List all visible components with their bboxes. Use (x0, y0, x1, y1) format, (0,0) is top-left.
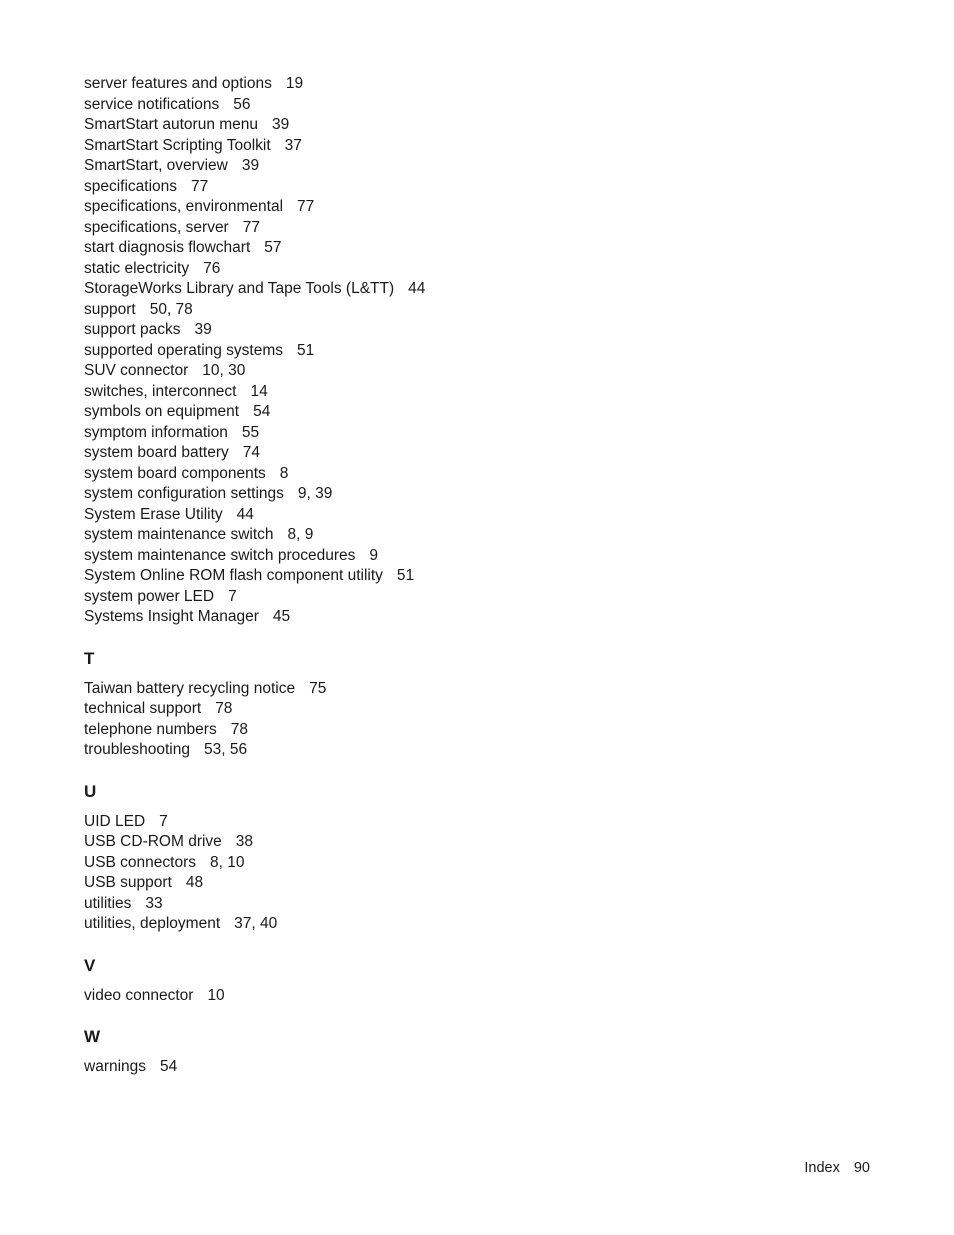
index-page-refs[interactable]: 33 (145, 894, 163, 912)
index-term: StorageWorks Library and Tape Tools (L&TT) (84, 280, 395, 297)
index-entry (84, 136, 684, 157)
index-entry (84, 177, 684, 198)
index-entry (84, 699, 684, 720)
index-term: SmartStart Scripting Toolkit (84, 136, 271, 154)
index-term: system board battery (84, 444, 229, 461)
index-term: UID LED (84, 812, 146, 830)
index-entry (84, 720, 684, 741)
index-term: System Online ROM flash component utility (84, 567, 383, 584)
index-term: system maintenance switch procedures (84, 546, 356, 564)
index-term: system power LED (84, 587, 215, 605)
index-page-refs[interactable]: 51 (396, 567, 415, 584)
index-page-refs[interactable]: 75 (309, 679, 327, 697)
index-entry (84, 607, 684, 628)
index-entry (84, 566, 684, 587)
index-term: troubleshooting (84, 741, 190, 758)
index-page-refs[interactable]: 9, 39 (297, 485, 333, 502)
index-entry (84, 1057, 684, 1078)
index-entry (84, 95, 684, 116)
index-term: support packs (84, 321, 181, 338)
index-entry (84, 238, 684, 259)
index-page-refs[interactable]: 37 (284, 136, 302, 154)
index-entry (84, 812, 684, 833)
index-term: warnings (84, 1058, 147, 1075)
index-entry (84, 279, 684, 300)
index-term: SmartStart, overview (84, 157, 228, 174)
index-term: SmartStart autorun menu (84, 116, 259, 133)
index-page-refs[interactable]: 76 (203, 259, 221, 277)
index-page-refs[interactable]: 53, 56 (204, 741, 248, 758)
index-term: Taiwan battery recycling notice (84, 679, 296, 697)
index-entry (84, 587, 684, 608)
index-entry (84, 74, 684, 95)
index-page-refs[interactable]: 56 (233, 95, 251, 113)
page-footer (804, 1158, 870, 1178)
index-entry (84, 914, 684, 935)
index-term: utilities (84, 894, 132, 912)
index-term: SUV connector (84, 362, 189, 379)
index-term: static electricity (84, 259, 190, 277)
index-page-refs[interactable]: 78 (215, 700, 233, 717)
index-entry (84, 361, 684, 382)
index-entry (84, 259, 684, 280)
index-page-refs[interactable]: 77 (297, 198, 315, 215)
index-entry (84, 464, 684, 485)
index-page-refs[interactable]: 14 (250, 382, 268, 400)
index-entry (84, 986, 684, 1007)
index-term: technical support (84, 700, 202, 717)
index-term: symptom information (84, 423, 228, 441)
index-term: system maintenance switch (84, 526, 274, 543)
index-page-refs[interactable]: 57 (264, 239, 282, 256)
index-entry (84, 300, 684, 321)
index-page-refs[interactable]: 19 (285, 75, 304, 92)
index-entry (84, 873, 684, 894)
index-term: video connector (84, 986, 194, 1004)
index-term: system configuration settings (84, 485, 284, 502)
index-term: specifications, environmental (84, 198, 284, 215)
index-page-refs[interactable]: 55 (241, 423, 260, 441)
index-entry (84, 525, 684, 546)
index-page-refs[interactable]: 51 (297, 341, 315, 359)
index-entry (84, 115, 684, 136)
index-page-refs[interactable]: 54 (253, 403, 271, 420)
index-section-heading: U (84, 781, 97, 801)
index-page-refs[interactable]: 45 (272, 608, 291, 625)
index-term: System Erase Utility (84, 505, 223, 523)
index-entry (84, 679, 684, 700)
index-term: start diagnosis flowchart (84, 239, 251, 256)
index-page-refs[interactable]: 44 (408, 280, 426, 297)
index-list (84, 74, 684, 1078)
index-term: server features and options (84, 75, 272, 92)
index-page-refs[interactable]: 50, 78 (149, 300, 193, 318)
index-term: utilities, deployment (84, 915, 221, 932)
index-entry (84, 853, 684, 874)
index-term: USB CD-ROM drive (84, 833, 222, 850)
index-page-refs[interactable]: 8, 9 (287, 526, 314, 543)
index-entry (84, 740, 684, 761)
index-term: support (84, 300, 136, 318)
index-entry (84, 484, 684, 505)
index-page-refs[interactable]: 10 (207, 986, 225, 1004)
index-term: USB support (84, 874, 172, 891)
index-term: switches, interconnect (84, 382, 237, 400)
index-page-refs[interactable]: 7 (159, 812, 168, 830)
index-entry (84, 423, 684, 444)
index-page-refs[interactable]: 38 (235, 833, 254, 850)
index-entry (84, 197, 684, 218)
index-page-refs[interactable]: 77 (242, 218, 260, 236)
index-page-refs[interactable]: 10, 30 (202, 362, 246, 379)
index-page-refs[interactable]: 39 (241, 157, 260, 174)
index-entry (84, 320, 684, 341)
index-page-refs[interactable]: 74 (242, 444, 260, 461)
index-section-heading: V (84, 955, 96, 975)
index-page-refs[interactable]: 78 (230, 720, 248, 738)
index-entry (84, 382, 684, 403)
index-page-refs[interactable]: 8 (279, 464, 289, 482)
footer-section-label: Index (804, 1160, 840, 1176)
index-term: symbols on equipment (84, 403, 240, 420)
index-page-refs[interactable]: 48 (185, 874, 204, 891)
index-entry (84, 832, 684, 853)
index-section-heading: T (84, 648, 95, 668)
index-term: specifications (84, 177, 178, 195)
index-term: supported operating systems (84, 341, 284, 359)
index-entry (84, 546, 684, 567)
index-term: Systems Insight Manager (84, 608, 259, 625)
index-page-refs[interactable]: 54 (160, 1058, 178, 1075)
index-entry (84, 894, 684, 915)
footer-page-number: 90 (853, 1160, 870, 1176)
index-page-refs[interactable]: 37, 40 (234, 915, 278, 932)
index-term: service notifications (84, 95, 220, 113)
index-page-refs[interactable]: 7 (228, 587, 237, 605)
index-page-refs[interactable]: 9 (369, 546, 378, 564)
index-page-refs[interactable]: 77 (191, 177, 209, 195)
index-entry (84, 156, 684, 177)
index-entry (84, 218, 684, 239)
index-entry (84, 402, 684, 423)
index-section-heading: W (84, 1027, 101, 1046)
index-entry (84, 443, 684, 464)
index-entry (84, 505, 684, 526)
index-page-refs[interactable]: 44 (236, 505, 254, 523)
index-page-refs[interactable]: 39 (272, 116, 290, 133)
index-page-refs[interactable]: 8, 10 (210, 853, 245, 871)
index-term: system board components (84, 464, 266, 482)
index-entry (84, 341, 684, 362)
index-term: specifications, server (84, 218, 229, 236)
index-term: USB connectors (84, 853, 196, 871)
index-page-refs[interactable]: 39 (194, 321, 212, 338)
index-term: telephone numbers (84, 720, 217, 738)
